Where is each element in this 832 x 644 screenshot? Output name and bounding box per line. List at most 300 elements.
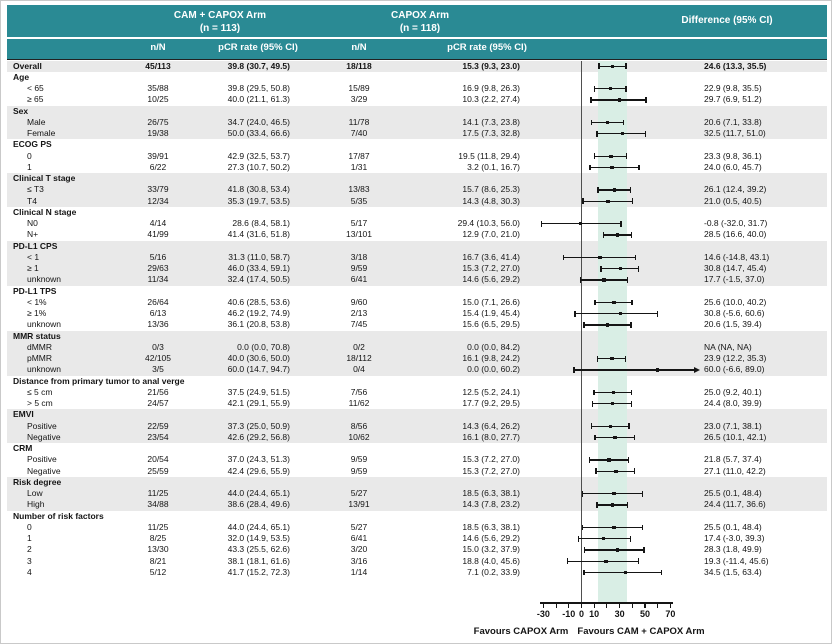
ci-point-estimate bbox=[613, 188, 616, 191]
ci-cap-left bbox=[597, 356, 598, 362]
ci-point-estimate bbox=[621, 132, 624, 135]
table-row bbox=[7, 533, 827, 544]
ci-cap-right bbox=[620, 221, 621, 227]
ci-point-estimate bbox=[602, 278, 605, 281]
capox-pcr-cell: 0.0 (0.0, 60.2) bbox=[467, 364, 520, 375]
difference-cell: 60.0 (-6.6, 89.0) bbox=[704, 364, 765, 375]
table-row bbox=[7, 229, 827, 240]
difference-column-header: Difference (95% CI) bbox=[681, 15, 773, 26]
difference-cell: 23.3 (9.8, 36.1) bbox=[704, 150, 762, 161]
ci-point-estimate bbox=[624, 571, 627, 574]
x-axis-tick bbox=[632, 602, 633, 608]
ci-cap-right bbox=[638, 558, 639, 564]
ci-cap-left bbox=[578, 536, 579, 542]
ci-point-estimate bbox=[616, 548, 619, 551]
arm1-header bbox=[115, 9, 325, 35]
row-label: PD-L1 TPS bbox=[13, 285, 57, 296]
table-row bbox=[7, 252, 827, 263]
capox-nn-cell: 6/41 bbox=[350, 274, 368, 285]
x-axis-tick bbox=[556, 602, 557, 608]
capox-pcr-cell: 19.5 (11.8, 29.4) bbox=[458, 150, 520, 161]
ci-point-estimate bbox=[611, 503, 614, 506]
capox-nn-cell: 7/45 bbox=[350, 319, 368, 330]
capox-pcr-cell: 14.3 (6.4, 26.2) bbox=[462, 420, 520, 431]
ci-cap-left bbox=[583, 322, 584, 328]
cam-pcr-cell: 40.0 (30.6, 50.0) bbox=[227, 353, 290, 363]
row-label: Distance from primary tumor to anal verge bbox=[13, 375, 185, 386]
ci-point-estimate bbox=[612, 492, 615, 495]
ci-cap-left bbox=[596, 131, 597, 137]
table-row bbox=[7, 274, 827, 285]
row-label: ≥ 1% bbox=[27, 308, 47, 318]
x-axis-tick-label: -10 bbox=[562, 609, 576, 619]
capox-pcr-cell: 14.6 (5.6, 29.2) bbox=[462, 274, 520, 285]
capox-nn-cell: 18/112 bbox=[346, 353, 372, 363]
row-label: Female bbox=[27, 128, 56, 138]
difference-cell: 26.1 (12.4, 39.2) bbox=[704, 184, 767, 195]
cam-pcr-cell: 40.0 (21.1, 61.3) bbox=[227, 94, 290, 105]
ci-cap-left bbox=[590, 97, 591, 103]
cam-nn-cell: 26/64 bbox=[147, 296, 169, 307]
cam-nn-cell: 8/21 bbox=[149, 555, 167, 566]
cam-nn-cell: 41/99 bbox=[147, 229, 169, 240]
capox-pcr-cell: 12.9 (7.0, 21.0) bbox=[462, 229, 520, 240]
row-label: Number of risk factors bbox=[13, 510, 104, 521]
ci-cap-right bbox=[642, 491, 643, 497]
row-label: ≤ 5 cm bbox=[27, 386, 53, 397]
table-row bbox=[7, 454, 827, 465]
cam-nn-cell: 11/25 bbox=[147, 521, 169, 532]
cam-nn-cell: 33/79 bbox=[147, 184, 169, 195]
cam-nn-cell: 6/13 bbox=[149, 308, 167, 318]
ci-cap-left bbox=[596, 502, 597, 508]
ci-cap-right bbox=[643, 547, 644, 553]
subgroup-header-row bbox=[7, 331, 827, 342]
cam-nn-cell: 45/113 bbox=[145, 60, 171, 71]
capox-pcr-cell: 10.3 (2.2, 27.4) bbox=[462, 94, 520, 105]
table-row bbox=[7, 196, 827, 207]
table-row bbox=[7, 421, 827, 432]
table-row bbox=[7, 128, 827, 139]
ci-cap-right bbox=[625, 356, 626, 362]
difference-cell: 30.8 (14.7, 45.4) bbox=[704, 263, 767, 273]
row-label: ≥ 1 bbox=[27, 263, 39, 273]
difference-cell: 34.5 (1.5, 63.4) bbox=[704, 566, 762, 577]
capox-pcr-cell: 15.6 (6.5, 29.5) bbox=[462, 319, 520, 330]
cam-nn-cell: 11/25 bbox=[147, 488, 169, 498]
cam-pcr-cell: 41.7 (15.2, 72.3) bbox=[227, 566, 290, 577]
row-label: ≤ T3 bbox=[27, 184, 44, 195]
subgroup-header-row bbox=[7, 241, 827, 252]
cam-pcr-cell: 34.7 (24.0, 46.5) bbox=[227, 116, 290, 127]
ci-cap-left bbox=[591, 120, 592, 126]
ci-cap-left bbox=[584, 547, 585, 553]
capox-pcr-cell: 15.0 (3.2, 37.9) bbox=[462, 544, 520, 555]
cam-nn-cell: 6/22 bbox=[149, 161, 167, 172]
ci-arrow-right bbox=[694, 367, 700, 373]
capox-nn-cell: 13/101 bbox=[346, 229, 372, 240]
cam-nn-cell: 26/75 bbox=[147, 116, 169, 127]
ci-point-estimate bbox=[611, 65, 614, 68]
difference-cell: 25.5 (0.1, 48.4) bbox=[704, 488, 762, 498]
row-label: N0 bbox=[27, 218, 38, 228]
x-axis-tick bbox=[657, 602, 658, 608]
capox-pcr-cell: 15.0 (7.1, 26.6) bbox=[462, 296, 520, 307]
table-row bbox=[7, 263, 827, 274]
ci-cap-left bbox=[589, 457, 590, 463]
capox-nn-cell: 1/14 bbox=[350, 566, 368, 577]
row-label: Positive bbox=[27, 420, 57, 431]
x-axis-tick-label: 70 bbox=[665, 609, 676, 619]
ci-cap-right bbox=[638, 266, 639, 272]
capox-nn-cell: 2/13 bbox=[350, 308, 368, 318]
cam-nn-cell: 12/34 bbox=[147, 195, 169, 206]
cam-pcr-cell: 41.8 (30.8, 53.4) bbox=[227, 184, 290, 195]
ci-line bbox=[567, 561, 639, 562]
capox-pcr-cell: 17.5 (7.3, 32.8) bbox=[462, 128, 520, 138]
difference-cell: 30.8 (-5.6, 60.6) bbox=[704, 308, 765, 318]
ci-cap-right bbox=[630, 322, 631, 328]
cam-pcr-cell: 28.6 (8.4, 58.1) bbox=[232, 218, 290, 228]
ci-cap-left bbox=[594, 300, 595, 306]
subgroup-header-row bbox=[7, 376, 827, 387]
cam-nn-cell: 34/88 bbox=[147, 499, 169, 510]
subgroup-header-row bbox=[7, 72, 827, 83]
x-axis-tick-label: 50 bbox=[639, 609, 650, 619]
table-row bbox=[7, 432, 827, 443]
x-axis-tick bbox=[543, 602, 544, 608]
ci-point-estimate bbox=[609, 425, 612, 428]
capox-nn-cell: 15/89 bbox=[348, 83, 370, 93]
table-header bbox=[7, 5, 827, 59]
ci-cap-right bbox=[634, 468, 635, 474]
cam-pcr-cell: 31.3 (11.0, 58.7) bbox=[228, 251, 290, 262]
cam-pcr-cell: 40.6 (28.5, 53.6) bbox=[227, 296, 290, 307]
table-row bbox=[7, 398, 827, 409]
ci-point-estimate bbox=[619, 312, 622, 315]
row-label: Clinical N stage bbox=[13, 206, 77, 217]
table-row bbox=[7, 83, 827, 94]
ci-cap-right bbox=[630, 187, 631, 193]
row-label: 0 bbox=[27, 521, 32, 532]
capox-nn-cell: 7/56 bbox=[350, 386, 368, 397]
cam-pcr-cell: 41.4 (31.6, 51.8) bbox=[227, 229, 290, 240]
ci-cap-right bbox=[657, 311, 658, 317]
capox-nn-cell: 13/83 bbox=[348, 184, 370, 195]
capox-pcr-cell: 29.4 (10.3, 56.0) bbox=[457, 218, 520, 228]
cam-nn-cell: 42/105 bbox=[145, 353, 171, 363]
difference-cell: NA (NA, NA) bbox=[704, 341, 752, 352]
capox-nn-cell: 0/2 bbox=[353, 341, 365, 352]
ci-cap-right bbox=[625, 63, 626, 69]
x-axis-tick bbox=[568, 602, 569, 608]
capox-pcr-cell: 15.7 (8.6, 25.3) bbox=[462, 184, 520, 195]
ci-point-estimate bbox=[614, 470, 617, 473]
difference-cell: 28.3 (1.8, 49.9) bbox=[704, 544, 762, 555]
cam-pcr-cell: 35.3 (19.7, 53.5) bbox=[227, 195, 290, 206]
capox-pcr-cell: 0.0 (0.0, 84.2) bbox=[467, 341, 520, 352]
capox-pcr-cell: 14.1 (7.3, 23.8) bbox=[462, 116, 520, 127]
row-label: Positive bbox=[27, 454, 57, 465]
capox-pcr-cell: 18.5 (6.3, 38.1) bbox=[462, 488, 520, 498]
ci-point-estimate bbox=[609, 155, 612, 158]
ci-cap-left bbox=[574, 311, 575, 317]
capox-nn-cell: 9/60 bbox=[350, 296, 368, 307]
row-label: Age bbox=[13, 71, 30, 82]
cam-pcr-cell: 44.0 (24.4, 65.1) bbox=[227, 521, 290, 532]
cam-pcr-cell: 42.4 (29.6, 55.9) bbox=[227, 465, 290, 476]
capox-nn-cell: 3/29 bbox=[350, 94, 368, 105]
arm1-sample-size: (n = 113) bbox=[199, 23, 241, 34]
ci-cap-right bbox=[638, 165, 639, 171]
difference-cell: 14.6 (-14.8, 43.1) bbox=[704, 251, 770, 262]
subgroup-header-row bbox=[7, 511, 827, 522]
ci-point-estimate bbox=[607, 458, 610, 461]
ci-point-estimate bbox=[604, 560, 607, 563]
row-label: T4 bbox=[27, 195, 37, 206]
capox-nn-cell: 11/62 bbox=[348, 398, 370, 408]
ci-point-estimate bbox=[612, 301, 615, 304]
capox-pcr-cell: 14.6 (5.6, 29.2) bbox=[462, 533, 520, 543]
arm1-nN-column-header: n/N bbox=[150, 42, 166, 53]
table-row bbox=[7, 488, 827, 499]
ci-cap-right bbox=[627, 277, 628, 283]
capox-pcr-cell: 16.9 (9.8, 26.3) bbox=[462, 83, 520, 93]
capox-nn-cell: 6/41 bbox=[350, 533, 368, 543]
table-row bbox=[7, 151, 827, 162]
x-axis-tick-label: 30 bbox=[614, 609, 625, 619]
row-label: Low bbox=[27, 488, 43, 498]
difference-cell: 24.4 (11.7, 36.6) bbox=[704, 499, 766, 510]
subgroup-header-row bbox=[7, 286, 827, 297]
capox-pcr-cell: 15.3 (7.2, 27.0) bbox=[462, 454, 520, 465]
ci-cap-right bbox=[642, 525, 643, 531]
difference-cell: 17.7 (-1.5, 37.0) bbox=[704, 274, 765, 285]
row-label: Overall bbox=[13, 60, 42, 71]
table-row bbox=[7, 387, 827, 398]
cam-pcr-cell: 32.0 (14.9, 53.5) bbox=[227, 533, 290, 543]
cam-nn-cell: 24/57 bbox=[147, 398, 169, 408]
ci-point-estimate bbox=[612, 391, 615, 394]
cam-pcr-cell: 36.1 (20.8, 53.8) bbox=[227, 319, 290, 330]
ci-point-estimate bbox=[579, 222, 582, 225]
cam-pcr-cell: 44.0 (24.4, 65.1) bbox=[227, 488, 290, 498]
capox-pcr-cell: 16.1 (8.0, 27.7) bbox=[462, 431, 520, 442]
ci-point-estimate bbox=[606, 200, 609, 203]
difference-cell: 19.3 (-11.4, 45.6) bbox=[704, 555, 769, 566]
difference-cell: 25.6 (10.0, 40.2) bbox=[704, 296, 767, 307]
ci-cap-right bbox=[661, 570, 662, 576]
row-label: ECOG PS bbox=[13, 139, 52, 150]
cam-nn-cell: 23/54 bbox=[147, 431, 169, 442]
ci-cap-right bbox=[625, 86, 626, 92]
cam-nn-cell: 22/59 bbox=[147, 420, 169, 431]
table-row bbox=[7, 308, 827, 319]
capox-nn-cell: 5/27 bbox=[350, 488, 368, 498]
header-divider bbox=[7, 37, 827, 39]
capox-nn-cell: 3/18 bbox=[350, 251, 368, 262]
capox-nn-cell: 5/27 bbox=[350, 521, 368, 532]
ci-cap-left bbox=[600, 266, 601, 272]
favours-left-label: Favours CAPOX Arm bbox=[473, 626, 569, 637]
cam-nn-cell: 39/91 bbox=[147, 150, 169, 161]
table-body bbox=[7, 61, 827, 579]
table-row bbox=[7, 522, 827, 533]
table-row bbox=[7, 61, 827, 72]
ci-cap-right bbox=[645, 131, 646, 137]
row-label: 2 bbox=[27, 544, 32, 555]
table-row bbox=[7, 342, 827, 353]
capox-pcr-cell: 15.3 (7.2, 27.0) bbox=[462, 263, 520, 273]
capox-pcr-cell: 3.2 (0.1, 16.7) bbox=[467, 161, 520, 172]
row-label: Negative bbox=[27, 431, 61, 442]
difference-cell: 23.0 (7.1, 38.1) bbox=[704, 420, 762, 431]
table-row bbox=[7, 162, 827, 173]
cam-pcr-cell: 0.0 (0.0, 70.8) bbox=[237, 341, 290, 352]
subgroup-header-row bbox=[7, 106, 827, 117]
ci-point-estimate bbox=[616, 233, 619, 236]
x-axis-tick bbox=[581, 602, 582, 608]
x-axis-tick bbox=[594, 602, 595, 608]
ci-point-estimate bbox=[656, 368, 659, 371]
ci-cap-left bbox=[582, 525, 583, 531]
cam-nn-cell: 11/34 bbox=[147, 274, 169, 285]
row-label: pMMR bbox=[27, 353, 53, 363]
capox-pcr-cell: 16.7 (3.6, 41.4) bbox=[462, 251, 520, 262]
difference-cell: 24.6 (13.3, 35.5) bbox=[704, 60, 767, 71]
capox-pcr-cell: 15.4 (1.9, 45.4) bbox=[462, 308, 520, 318]
ci-cap-right bbox=[634, 435, 635, 441]
capox-pcr-cell: 18.5 (6.3, 38.1) bbox=[462, 521, 520, 532]
ci-point-estimate bbox=[609, 87, 612, 90]
ci-line bbox=[584, 549, 645, 550]
ci-cap-left bbox=[597, 187, 598, 193]
table-row bbox=[7, 544, 827, 555]
capox-pcr-cell: 17.7 (9.2, 29.5) bbox=[462, 398, 520, 408]
row-label: < 1 bbox=[27, 251, 40, 262]
zero-reference-line bbox=[581, 61, 582, 603]
cam-nn-cell: 8/25 bbox=[149, 533, 167, 543]
x-axis-tick bbox=[619, 602, 620, 608]
ci-line bbox=[573, 369, 694, 370]
x-axis-tick-label: 10 bbox=[589, 609, 600, 619]
row-label: 1 bbox=[27, 533, 32, 543]
cam-pcr-cell: 50.0 (33.4, 66.6) bbox=[227, 128, 290, 138]
ci-point-estimate bbox=[610, 166, 613, 169]
capox-nn-cell: 7/40 bbox=[350, 128, 368, 138]
capox-nn-cell: 3/20 bbox=[350, 544, 368, 555]
ci-cap-left bbox=[582, 198, 583, 204]
ci-line bbox=[574, 313, 658, 314]
subgroup-header-row bbox=[7, 409, 827, 420]
subgroup-header-row bbox=[7, 443, 827, 454]
cam-pcr-cell: 37.5 (24.9, 51.5) bbox=[227, 386, 290, 397]
row-label: Risk degree bbox=[13, 476, 62, 487]
row-label: > 5 cm bbox=[27, 398, 53, 408]
difference-cell: 26.5 (10.1, 42.1) bbox=[704, 431, 767, 442]
row-label: dMMR bbox=[27, 341, 53, 352]
row-label: PD-L1 CPS bbox=[13, 240, 58, 251]
cam-pcr-cell: 38.6 (28.4, 49.6) bbox=[227, 499, 290, 510]
difference-cell: -0.8 (-32.0, 31.7) bbox=[704, 218, 768, 228]
ci-cap-left bbox=[594, 153, 595, 159]
cam-pcr-cell: 42.6 (29.2, 56.8) bbox=[227, 431, 290, 442]
row-label: N+ bbox=[27, 229, 39, 240]
ci-cap-right bbox=[628, 423, 629, 429]
difference-cell: 29.7 (6.9, 51.2) bbox=[704, 94, 762, 105]
capox-nn-cell: 9/59 bbox=[350, 465, 368, 476]
ci-point-estimate bbox=[606, 121, 609, 124]
cam-nn-cell: 10/25 bbox=[147, 94, 169, 105]
cam-pcr-cell: 39.8 (29.5, 50.8) bbox=[227, 83, 290, 93]
ci-cap-right bbox=[631, 232, 632, 238]
cam-pcr-cell: 42.1 (29.1, 55.9) bbox=[227, 398, 290, 408]
capox-nn-cell: 8/56 bbox=[350, 420, 368, 431]
ci-cap-right bbox=[623, 120, 624, 126]
capox-nn-cell: 11/78 bbox=[348, 116, 370, 127]
difference-cell: 23.9 (12.2, 35.3) bbox=[704, 353, 767, 363]
ci-cap-right bbox=[645, 97, 646, 103]
x-axis-tick bbox=[644, 602, 645, 608]
capox-nn-cell: 18/118 bbox=[346, 60, 372, 71]
ci-point-estimate bbox=[610, 357, 613, 360]
ci-cap-right bbox=[631, 401, 632, 407]
row-label: < 1% bbox=[27, 296, 47, 307]
subgroup-header-row bbox=[7, 173, 827, 184]
row-label: Clinical T stage bbox=[13, 173, 76, 183]
capox-nn-cell: 17/87 bbox=[348, 150, 370, 161]
arm2-pcr-column-header: pCR rate (95% CI) bbox=[447, 42, 527, 53]
cam-pcr-cell: 37.3 (25.0, 50.9) bbox=[227, 420, 290, 431]
capox-pcr-cell: 14.3 (4.8, 30.3) bbox=[462, 195, 520, 206]
ci-cap-left bbox=[598, 63, 599, 69]
cam-nn-cell: 13/36 bbox=[147, 319, 169, 330]
capox-pcr-cell: 16.1 (9.8, 24.2) bbox=[462, 353, 520, 363]
difference-cell: 17.4 (-3.0, 39.3) bbox=[704, 533, 765, 543]
difference-cell: 21.8 (5.7, 37.4) bbox=[704, 454, 762, 465]
ci-cap-right bbox=[628, 457, 629, 463]
cam-pcr-cell: 43.3 (25.5, 62.6) bbox=[227, 544, 290, 555]
cam-nn-cell: 29/63 bbox=[147, 263, 169, 273]
ci-point-estimate bbox=[602, 537, 605, 540]
capox-nn-cell: 10/62 bbox=[348, 431, 370, 442]
ci-cap-left bbox=[593, 390, 594, 396]
capox-nn-cell: 9/59 bbox=[350, 263, 368, 273]
cam-nn-cell: 5/16 bbox=[149, 251, 167, 262]
row-label: High bbox=[27, 499, 45, 510]
arm2-title: CAPOX Arm bbox=[391, 10, 449, 21]
ci-cap-right bbox=[626, 153, 627, 159]
table-row bbox=[7, 184, 827, 195]
subgroup-header-row bbox=[7, 207, 827, 218]
row-label: Negative bbox=[27, 465, 61, 476]
row-label: ≥ 65 bbox=[27, 94, 44, 105]
capox-nn-cell: 9/59 bbox=[350, 454, 368, 465]
ci-cap-left bbox=[603, 232, 604, 238]
capox-pcr-cell: 14.3 (7.8, 23.2) bbox=[462, 499, 520, 510]
capox-nn-cell: 13/91 bbox=[348, 499, 370, 510]
cam-nn-cell: 3/5 bbox=[152, 364, 164, 375]
ci-cap-left bbox=[591, 423, 592, 429]
subgroup-header-row bbox=[7, 139, 827, 150]
favours-right-label: Favours CAM + CAPOX Arm bbox=[577, 626, 705, 637]
ci-cap-left bbox=[541, 221, 542, 227]
row-label: unknown bbox=[27, 364, 62, 375]
ci-point-estimate bbox=[611, 402, 614, 405]
row-label: 0 bbox=[27, 150, 32, 161]
ci-cap-right bbox=[631, 390, 632, 396]
row-label: MMR status bbox=[13, 330, 61, 341]
